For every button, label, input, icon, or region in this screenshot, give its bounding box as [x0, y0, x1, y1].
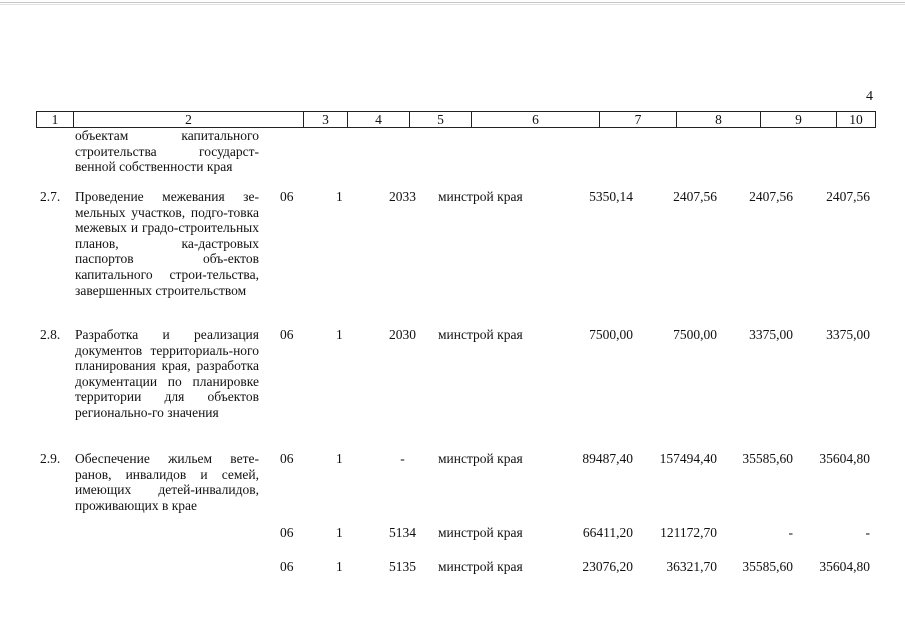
row-description: Разработка и реализация документов территориаль-ного планирования края, разработка документации по планировке территории для объектов регионально-го значения	[75, 327, 259, 420]
cell-col3: 06	[280, 327, 294, 342]
cell-col7: 7500,00	[589, 327, 633, 342]
col-header-1: 1	[51, 112, 59, 127]
row-number: 2.9.	[40, 451, 61, 466]
cell-col5: 2033	[389, 189, 416, 204]
row-description: Проведение межевания зе-мельных участков, подго-товка межевых и градо-строительных планов, ка-дастровых паспортов объ-ектов капитального строи-тельства, завершенных строительством	[75, 189, 259, 298]
col-header-9: 9	[760, 112, 836, 127]
col-header-3: 3	[303, 112, 347, 127]
cell-col4: 1	[336, 327, 343, 342]
col-header-8: 8	[676, 112, 760, 127]
cell-col3: 06	[280, 525, 294, 540]
cell-col3: 06	[280, 451, 294, 466]
cell-col8: 7500,00	[673, 327, 717, 342]
scan-edge-line	[0, 2, 905, 3]
continued-description: объектам капитального строительства государст-венной собственности края	[75, 128, 259, 175]
cell-col9: 35585,60	[742, 559, 793, 574]
col-header-10: 10	[836, 112, 875, 127]
cell-col8: 36321,70	[666, 559, 717, 574]
cell-col6: минстрой края	[438, 189, 523, 204]
cell-col7: 66411,20	[582, 525, 633, 540]
cell-col5: 5134	[389, 525, 416, 540]
cell-col7: 23076,20	[582, 559, 633, 574]
cell-col10: 35604,80	[819, 559, 870, 574]
cell-col4: 1	[336, 525, 343, 540]
col-header-2: 2	[73, 112, 303, 127]
cell-col10: 3375,00	[826, 327, 870, 342]
cell-col5: -	[400, 451, 405, 466]
cell-col6: минстрой края	[438, 327, 523, 342]
cell-col9: -	[788, 525, 793, 540]
cell-col10: 35604,80	[819, 451, 870, 466]
row-number: 2.7.	[40, 189, 61, 204]
cell-col8: 121172,70	[660, 525, 717, 540]
cell-col4: 1	[336, 559, 343, 574]
cell-col8: 157494,40	[659, 451, 717, 466]
cell-col4: 1	[336, 451, 343, 466]
cell-col6: минстрой края	[438, 525, 523, 540]
cell-col7: 89487,40	[582, 451, 633, 466]
col-header-6: 6	[471, 112, 599, 127]
cell-col5: 2030	[389, 327, 416, 342]
cell-col9: 35585,60	[742, 451, 793, 466]
col-header-5: 5	[409, 112, 471, 127]
cell-col3: 06	[280, 189, 294, 204]
cell-col9: 2407,56	[749, 189, 793, 204]
cell-col4: 1	[336, 189, 343, 204]
cell-col6: минстрой края	[438, 451, 523, 466]
row-number: 2.8.	[40, 327, 61, 342]
scan-edge-line-secondary	[0, 4, 905, 5]
cell-col5: 5135	[389, 559, 416, 574]
page-number: 4	[866, 89, 873, 104]
col-header-7: 7	[599, 112, 676, 127]
cell-col3: 06	[280, 559, 294, 574]
col-header-4: 4	[347, 112, 409, 127]
row-description: Обеспечение жильем вете-ранов, инвалидов и семей, имеющих детей-инвалидов, проживающих в крае	[75, 451, 259, 513]
cell-col6: минстрой края	[438, 559, 523, 574]
cell-col8: 2407,56	[673, 189, 717, 204]
column-header-row	[36, 111, 876, 128]
cell-col10: -	[865, 525, 870, 540]
cell-col7: 5350,14	[589, 189, 633, 204]
cell-col10: 2407,56	[826, 189, 870, 204]
cell-col9: 3375,00	[749, 327, 793, 342]
